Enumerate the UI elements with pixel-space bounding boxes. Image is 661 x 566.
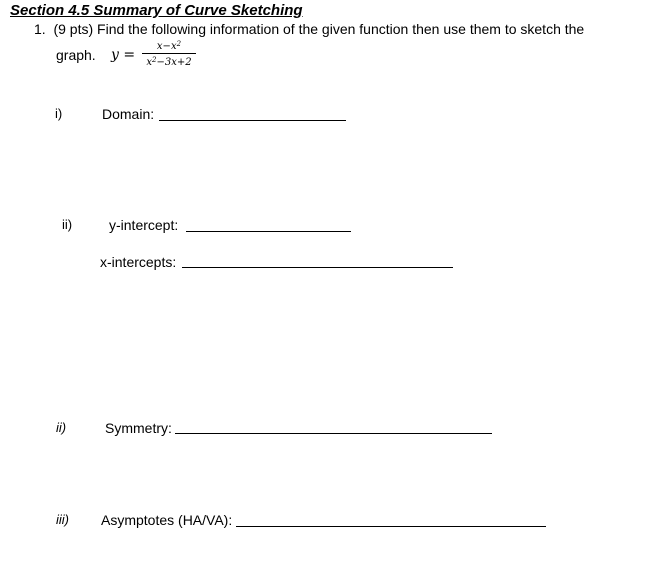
y-intercept-label: y-intercept: [109, 217, 179, 233]
y-intercept-answer-blank[interactable] [186, 231, 351, 232]
symmetry-answer-blank[interactable] [175, 433, 492, 434]
question-text-line1 [34, 21, 584, 37]
asymptotes-answer-blank[interactable] [236, 526, 546, 527]
asymptotes-marker: iii) [56, 512, 69, 527]
symmetry-marker: ii) [56, 420, 67, 435]
x-intercepts-label: x-intercepts: [100, 254, 177, 270]
section-title: Section 4.5 Summary of Curve Sketching [10, 2, 303, 19]
y-intercept-marker: ii) [62, 217, 73, 232]
x-intercepts-answer-blank[interactable] [182, 267, 453, 268]
domain-label: Domain: [102, 106, 155, 122]
domain-answer-blank[interactable] [159, 120, 346, 121]
symmetry-label: Symmetry: [105, 420, 172, 436]
fraction-numerator: $x-x^2$ [142, 38, 196, 54]
question-text-line2: graph. [56, 47, 96, 63]
question-number: 1. [34, 21, 46, 37]
asymptotes-label: Asymptotes (HA/VA): [101, 512, 233, 528]
fraction-denominator: $x^2-3x+2$ [146, 56, 192, 68]
function-lhs: y = [111, 47, 136, 63]
question-prompt: (9 pts) Find the following information of the given function then use them to sketch the [53, 21, 585, 37]
function-fraction [142, 38, 196, 69]
domain-marker: i) [55, 106, 63, 121]
